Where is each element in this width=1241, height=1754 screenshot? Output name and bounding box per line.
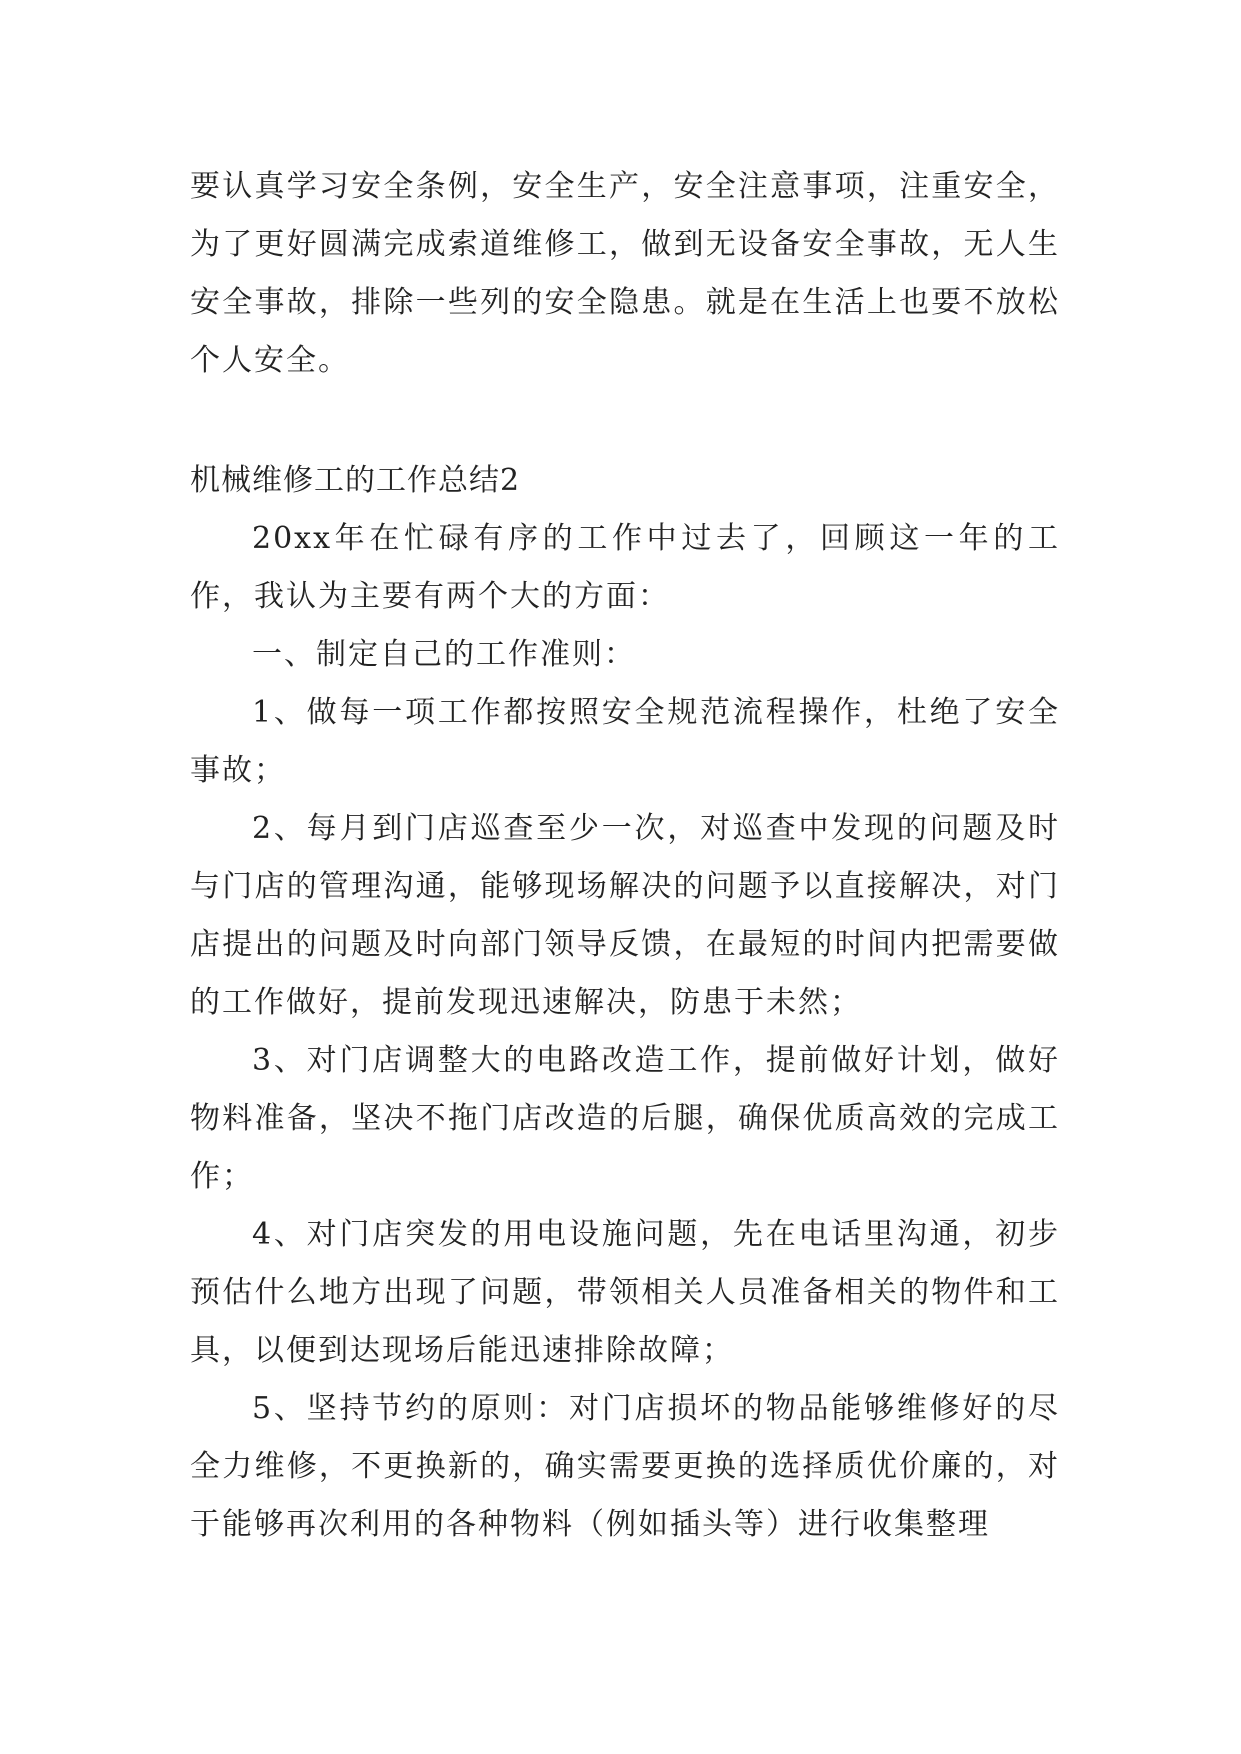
subheading: 一、制定自己的工作准则： [252, 637, 636, 672]
list-item: 3、对门店调整大的电路改造工作，提前做好计划，做好物料准备，坚决不拖门店改造的后腿，确保优质高效的完成工作； [190, 1043, 1060, 1194]
intro-paragraph: 要认真学习安全条例，安全生产，安全注意事项，注重安全，为了更好圆满完成索道维修工，做到无设备安全事故，无人生安全事故，排除一些列的安全隐患。就是在生活上也要不放松个人安全。 [190, 169, 1060, 378]
document-body [190, 158, 1060, 1554]
list-item: 1、做每一项工作都按照安全规范流程操作，杜绝了安全事故； [190, 695, 1060, 788]
list-item: 5、坚持节约的原则：对门店损坏的物品能够维修好的尽全力维修，不更换新的，确实需要更换的选择质优价廉的，对于能够再次利用的各种物料（例如插头等）进行收集整理 [190, 1391, 1060, 1542]
list-item: 4、对门店突发的用电设施问题，先在电话里沟通，初步预估什么地方出现了问题，带领相关人员准备相关的物件和工具，以便到达现场后能迅速排除故障； [190, 1217, 1060, 1368]
section-title: 机械维修工的工作总结2 [190, 463, 521, 498]
opening-paragraph: 20xx年在忙碌有序的工作中过去了，回顾这一年的工作，我认为主要有两个大的方面： [190, 521, 1060, 614]
list-item: 2、每月到门店巡查至少一次，对巡查中发现的问题及时与门店的管理沟通，能够现场解决的问题予以直接解决，对门店提出的问题及时向部门领导反馈，在最短的时间内把需要做的工作做好，提前发现迅速解决，防患于未然； [190, 811, 1060, 1020]
